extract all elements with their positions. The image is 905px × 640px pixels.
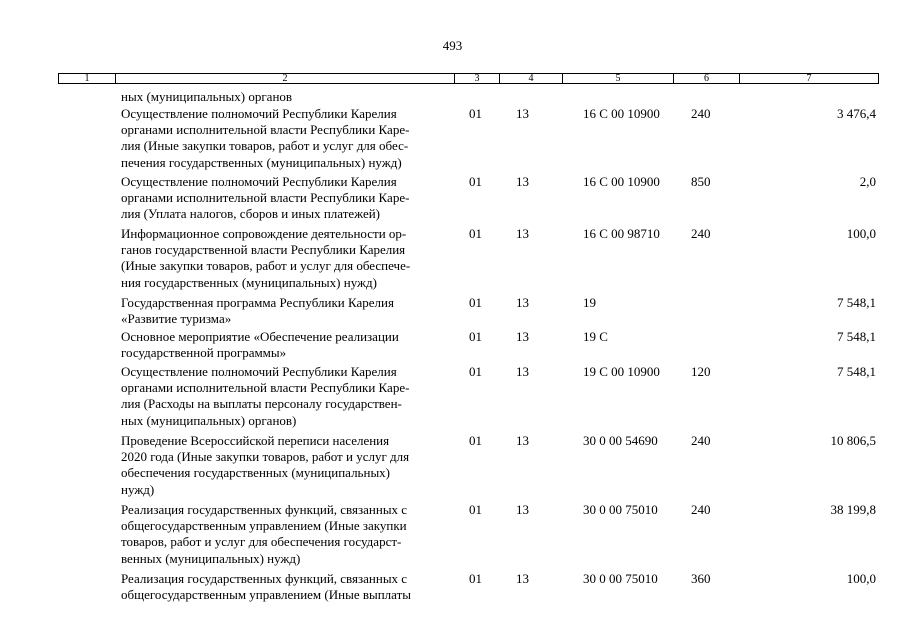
amount: 100,0 [846,226,876,241]
expense-type-code: 240 [691,106,711,121]
subsection-code: 13 [516,174,529,189]
amount: 7 548,1 [837,295,876,310]
section-code: 01 [469,571,482,586]
expense-name: Реализация государственных функций, связанных с общегосударственным управлением (Иные выплаты [121,571,412,603]
amount: 10 806,5 [830,433,876,448]
section-code: 01 [469,226,482,241]
header-col-3: 3 [455,74,500,84]
subsection-code: 13 [516,329,529,344]
target-article-code: 30 0 00 75010 [583,502,658,517]
expense-name: ных (муниципальных) органов [121,89,293,104]
section-code: 01 [469,174,482,189]
expense-name: Информационное сопровождение деятельности ор- ганов государственной власти Республики Карелия (Иные закупки товаров, работ и услуг для обеспече- ния государственных (муниципальных) нужд) [121,226,411,290]
target-article-code: 30 0 00 75010 [583,571,658,586]
expense-name: Проведение Всероссийской переписи населения 2020 года (Иные закупки товаров, работ и услуг для обеспечения государственных (муниципальных) нужд) [121,433,410,497]
subsection-code: 13 [516,571,529,586]
expense-type-code: 850 [691,174,711,189]
section-code: 01 [469,364,482,379]
target-article-code: 19 С 00 10900 [583,364,660,379]
section-code: 01 [469,329,482,344]
expense-type-code: 240 [691,433,711,448]
expense-type-code: 240 [691,226,711,241]
expense-type-code: 120 [691,364,711,379]
header-col-4: 4 [500,74,563,84]
expense-name: Государственная программа Республики Карелия «Развитие туризма» [121,295,394,327]
expense-name: Осуществление полномочий Республики Карелия органами исполнительной власти Республики Каре- лия (Иные закупки товаров, работ и услуг для обес- печения государственных (муниципальных) нужд) [121,106,410,170]
amount: 7 548,1 [837,364,876,379]
header-col-7: 7 [740,74,879,84]
amount: 38 199,8 [830,502,876,517]
subsection-code: 13 [516,226,529,241]
header-col-1: 1 [59,74,116,84]
amount: 7 548,1 [837,329,876,344]
subsection-code: 13 [516,364,529,379]
amount: 2,0 [859,174,876,189]
subsection-code: 13 [516,295,529,310]
expense-name: Основное мероприятие «Обеспечение реализации государственной программы» [121,329,399,361]
column-number-header [58,73,879,84]
target-article-code: 19 С [583,329,608,344]
section-code: 01 [469,295,482,310]
subsection-code: 13 [516,433,529,448]
amount: 100,0 [846,571,876,586]
subsection-code: 13 [516,106,529,121]
expense-name: Осуществление полномочий Республики Карелия органами исполнительной власти Республики Каре- лия (Уплата налогов, сборов и иных платежей) [121,174,410,222]
expense-type-code: 240 [691,502,711,517]
expense-name: Реализация государственных функций, связанных с общегосударственным управлением (Иные закупки товаров, работ и услуг для обеспечения государст- венных (муниципальных) нужд) [121,502,408,566]
target-article-code: 16 С 00 10900 [583,106,660,121]
target-article-code: 30 0 00 54690 [583,433,658,448]
target-article-code: 19 [583,295,596,310]
header-col-5: 5 [563,74,674,84]
amount: 3 476,4 [837,106,876,121]
target-article-code: 16 С 00 98710 [583,226,660,241]
expense-type-code: 360 [691,571,711,586]
section-code: 01 [469,502,482,517]
subsection-code: 13 [516,502,529,517]
expense-name: Осуществление полномочий Республики Карелия органами исполнительной власти Республики Каре- лия (Расходы на выплаты персоналу государствен- ных (муниципальных) органов) [121,364,410,428]
section-code: 01 [469,433,482,448]
header-row [59,74,879,84]
page-number: 493 [442,38,463,53]
header-col-2: 2 [116,74,455,84]
header-col-6: 6 [674,74,740,84]
section-code: 01 [469,106,482,121]
target-article-code: 16 С 00 10900 [583,174,660,189]
